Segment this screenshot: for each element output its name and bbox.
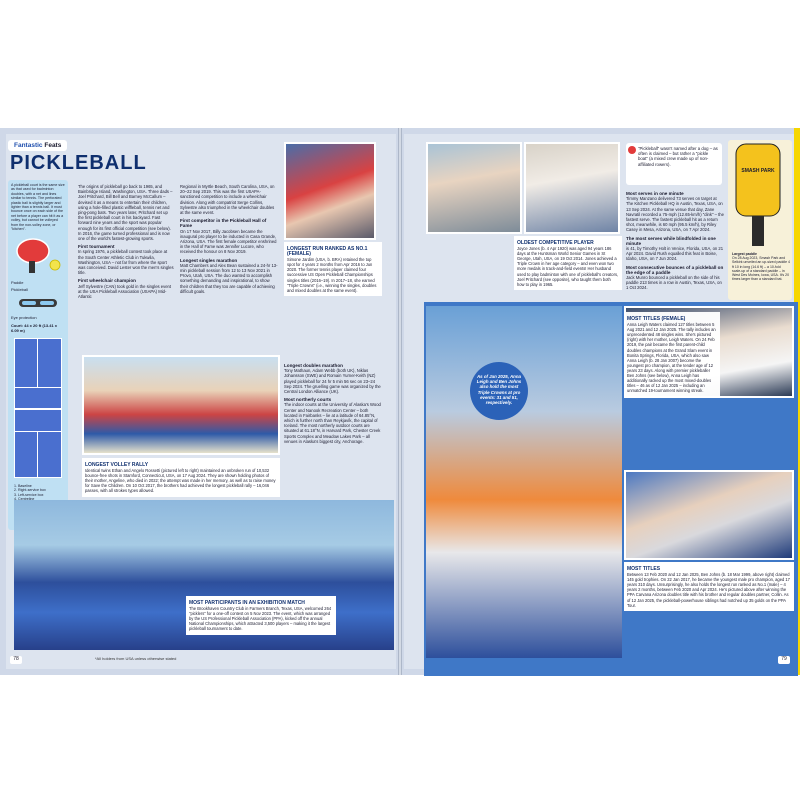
oldest-text: Joyce Jones (b. 4 Apr 1920) was aged 94 years 186 days at the Huntsman World Senior Games in St George, Utah, USA, on 19 Oct 2014. Jones achieved a Triple Crown in her age category – and even won two more medals in track-and-field events! Her husband used to play badminton with one of pickleball's creators, Joel Pritchard (see opposite), who taught them both how to play in 1965. xyxy=(517,246,619,287)
blindfold-heading: The most serves while blindfolded in one minute xyxy=(626,235,716,246)
court-diagram xyxy=(14,338,62,478)
giant-paddle-icon xyxy=(728,140,792,250)
jardim-caption xyxy=(284,242,382,296)
exhibition-heading: MOST PARTICIPANTS IN AN EXHIBITION MATCH xyxy=(189,600,305,606)
older-players-photo xyxy=(426,142,522,234)
paddle-text: On 28 Aug 2023, Smash Park and Selkirk unveiled an up-sized paddle 4 ft 10 in long (14.6 ft) – a 10-fold scale-up of a standard paddle – in West Des Moines, Iowa, USA. It's 20 times larger than a standard bat. xyxy=(732,256,790,282)
exhibition-text: The Brookhaven Country Club in Farmers Branch, Texas, USA, welcomed 264 "picklers" for a one-off contest on 5 Nov 2023. The event, which was arranged by the US Professional Pickleball Association (PPA), kicked off the annual National Championships, which attracted 3,500 players – making it the largest pickleball tournament to date. xyxy=(189,606,332,632)
legend-item: 1. Baseline xyxy=(14,484,32,488)
first-tournament-text: In spring 1976, a pickleball contest took place at the South Center Athletic Club in Tukwila, Washington, USA – not far from where the sport was conceived. David Lester won the men's singles title. xyxy=(78,249,174,276)
sidebar-intro: A pickleball court is the same size as that used for badminton doubles, with a net and lines similar to tennis. The perforated plastic ball is slightly larger and lighter than a tennis ball. It must bounce once on each side of the net before a player can hit it as a volley, but cannot be volleyed from the non-volley zone, or "kitchen". xyxy=(11,183,65,232)
male-titles-caption xyxy=(624,562,794,611)
first-tournament-heading: First tournament xyxy=(78,244,115,250)
oldest-caption xyxy=(514,236,622,290)
page-title: PICKLEBALL xyxy=(10,152,147,174)
wheelchair-heading: First wheelchair champion xyxy=(78,278,136,284)
jardim-photo xyxy=(284,142,376,240)
footnote: *All holders from USA unless otherwise stated xyxy=(95,656,177,661)
book-spine xyxy=(398,128,402,675)
volley-caption xyxy=(82,458,280,497)
singles-marathon-text: Matt Chambers and Alex Bean sustained a 24-hr 13-min pickleball session from 12 to 13 Nov 2021 in Provo, Utah, USA. The duo wanted to accomplish something demanding and inspirational, to show their children that they too are capable of achieving difficult goals. xyxy=(180,262,278,294)
history-text: The origins of pickleball go back to 1965, and Bainbridge Island, Washington, USA. Three dads – Joel Pritchard, Bill Bell and Barney McCallum – devised it as a means to entertain their children, using a hole-filled plastic wiffleball, tennis net and ping-pong bats. Two years later, Pritchard set up the first pickleball court in his backyard. Fast forward nine years and the sport was popular enough for its first official competition (see below). In 2016, the game turned professional and is now one of the world's fastest-growing sports. xyxy=(78,184,173,242)
paddle-heading: Largest paddle xyxy=(732,252,757,256)
paddle-caption xyxy=(732,252,790,281)
page-number-left: 78 xyxy=(10,656,22,664)
paddle-label: Paddle xyxy=(11,280,24,286)
volley-heading: LONGEST VOLLEY RALLY xyxy=(85,462,149,468)
northerly-text: The indoor courts at the University of Alaska's Wood Center and Nanook Recreation Center – both located in Fairbanks – lie at a latitude of 64.85°N, which is further north than Reykjavík, the capital of Iceland. The most northerly outdoor courts are situated at 61.18°N, in Harvard Park, Chester Creek Sports Complex and Meadow Lakes Park – all venues in Alaska's biggest city, Anchorage. xyxy=(284,402,381,444)
eye-label: Eye protection xyxy=(11,315,37,321)
female-titles-heading: MOST TITLES (FEMALE) xyxy=(627,316,686,322)
serves-column xyxy=(626,188,724,291)
rossetti-twins-photo xyxy=(82,355,280,455)
wheelchair-text: Jeff Sylvestre (CAN) took gold in the singles event at the USA Pickleball Association (USAPA) Mid-Atlantic xyxy=(78,283,172,300)
section-brand: Fantastic xyxy=(14,142,43,149)
column-3 xyxy=(284,360,382,444)
triple-crown-bubble: As of Jan 2025, Anna Leigh and Ben Johns also hold the most Triple Crowns at pro events: 31 and 51, respectively. xyxy=(470,362,528,420)
hall-of-fame-heading: First competitor in the Pickleball Hall of Fame xyxy=(180,218,267,229)
legend-item: 3. Left-service box xyxy=(14,492,44,497)
page-number-right: 79 xyxy=(778,656,790,664)
male-titles-heading: MOST TITLES xyxy=(627,566,661,572)
paddle-brand: SMASH PARK xyxy=(741,168,775,174)
column-2 xyxy=(180,184,278,294)
jardim-text: Simone Jardim (USA, b. BRA) retained the top spot for 4 years 2 months from Apr 2016 to Jun 2020. The former tennis player claimed four successive US Open Pickleball Championships singles titles (2016–19). In 2017–18, she earned "Triple Crowns" (i.e., winning the singles, doubles and mixed doubles at the same event). xyxy=(287,257,377,293)
section-name: Feats xyxy=(44,142,62,149)
serves-text: Timmy Manzano delivered 73 serves on target at The Kitchen Pickleball HQ in Austin, Texas, USA, on 13 Sep 2024. At the same venue that day, Zane Navratil recorded a 75-mph (12.65-km/h) "dink" – the fastest serve. The fastest pickleball hit as a return shot, meanwhile, is 60 mph (95.5 km/h), by Riley Casey in Mesa, Arizona, USA, on 7 Apr 2024. xyxy=(626,196,724,233)
fact-callout xyxy=(626,143,722,185)
blindfold-text: is 41, by Timothy Holt in Venice, Florida, USA, on 21 Apr 2024. David Rush equalled this feat in Boise, Idaho, USA, on 7 Jun 2024. xyxy=(626,246,724,262)
jardim-heading: LONGEST RUN RANKED AS NO.1 (FEMALE) xyxy=(287,246,368,258)
pickleball-label: Pickleball xyxy=(11,287,28,293)
singles-marathon-heading: Longest singles marathon xyxy=(180,257,238,263)
legend-item: 2. Right-service box xyxy=(14,488,46,493)
serves-heading: Most serves in one minute xyxy=(626,191,684,196)
paddle-icon xyxy=(11,235,65,275)
oldest-heading: OLDEST COMPETITIVE PLAYER xyxy=(517,240,594,246)
court-size: Court: 44 x 20 ft (13.41 x 6.09 m) xyxy=(11,323,58,334)
female-titles-caption xyxy=(624,312,720,396)
doubles-marathon-heading: Longest doubles marathon xyxy=(284,363,343,368)
bounces-text: Jack Munro bounced a pickleball on the side of his paddle 213 times in a row in Austin, Texas, USA, on 1 Oct 2024. xyxy=(626,275,722,291)
female-titles-text: Anna Leigh Waters claimed 127 titles between 5 Aug 2021 and 12 Jan 2025. The tally includes an unprecedented 48 singles wins. She's pictured (right) with her mother, Leigh Waters. On 24 Feb 2019, the pair became the first parent-child doubles champions at the Grand Slam event in Bonita Springs, Florida, USA, which also saw Anna Leigh (b. 28 Jan 2007) become the youngest pro champion, at the tender age of 12 years 23 days. Along with premier pickleballer Ben Johns (see below), Anna Leigh has additionally racked up the most mixed-doubles titles – 46 as of 12 Jan 2025 – including an unmatched 19-tournament winning streak. xyxy=(627,322,716,394)
hall-of-fame-text: On 17 Nov 2017, Billy Jacobsen became the inaugural pro player to be inducted in Casa Grande, Arizona, USA. The first female competitor enshrined in the Hall of Fame was Jennifer Lucore, who received the honour on 8 Nov 2019. xyxy=(180,228,277,255)
section-tab xyxy=(8,140,67,151)
trophy-celebration-photo xyxy=(426,306,622,658)
largest-paddle-card xyxy=(728,140,792,300)
male-titles-text: Between 13 Feb 2020 and 12 Jan 2025, Ben Johns (b. 18 Mar 1999, above right) claimed 145 gold trophies. On 22 Jan 2017, he became the youngest male pro champion, aged 17 years 310 days. Unsurprisingly, he also holds the longest run ranked as No.1 (male) – 4 years 2 months, between Feb 2020 and Apr 2024. He's pictured above after winning the PPA Carvana Arizona doubles title with his brother and regular doubles partner, Collin. As of 12 Jan 2025, the pickleball-powerhouse siblings had notched up 35 golds on the PPA Tour. xyxy=(627,572,790,608)
goggles-icon xyxy=(11,296,65,310)
northerly-heading: Most northerly courts xyxy=(284,397,332,403)
bounces-heading: Most consecutive bounces of a pickleball on the edge of a paddle xyxy=(626,264,724,275)
column-1 xyxy=(78,184,174,299)
paddle-marker-icon xyxy=(628,146,636,154)
callout-text: "Pickleball" wasn't named after a dog – as often is claimed – but rather a "pickle boat" (a mixed crew made up of non-affiliated rowers). xyxy=(638,146,718,167)
joyce-jones-photo xyxy=(524,142,620,234)
volley-text: Identical twins Ethan and Angelo Rossetti (pictured left to right) maintained an unbroken run of 10,532 bounce-free shots in Stamford, Connecticut, USA, on 17 Aug 2024. They are shown holding photos of their mother, Angeline, who died in 2022; the attempt was made in her memory, as well as to raise money for Save the Children. On 10 Oct 2017, the brothers had achieved the longest pickleball rally – 16,046 passes, with all strokes types allowed. xyxy=(85,468,276,494)
johns-brothers-photo xyxy=(624,470,794,560)
wheelchair-continued: Regional in Myrtle Beach, South Carolina, USA, on 20–22 Sep 2019. This was the first USAPA-sanctioned competition to include a wheelchair division. Along with compatriot Serge Collins, Sylvestre also triumphed in the wheelchair doubles at the same event. xyxy=(180,184,275,216)
doubles-marathon-text: Tony Mathaun, Adam Webb (both UK), Niklas Johansson (SWE) and Romain Yurner-Keith (NZ) played pickleball for 24 hr 5 min 56 sec on 23–24 Sep 2024. The gruelling game was organized by the Central London Alliance (UK). xyxy=(284,368,381,395)
exhibition-caption xyxy=(186,596,336,635)
